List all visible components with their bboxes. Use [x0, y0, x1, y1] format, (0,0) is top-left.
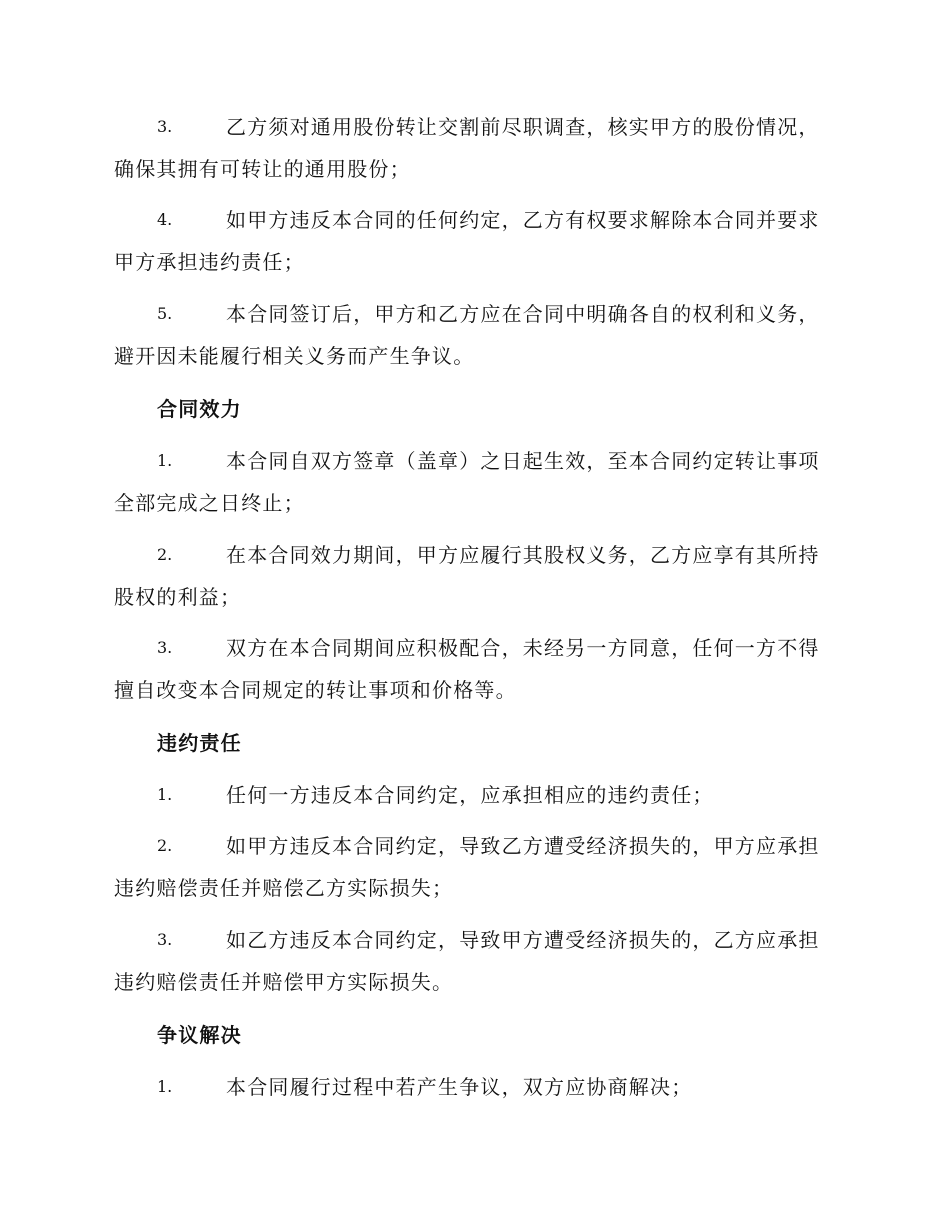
clause-text: 如甲方违反本合同的任何约定，乙方有权要求解除本合同并要求甲方承担违约责任； [114, 208, 820, 274]
clause-number: 5. [157, 304, 173, 323]
clause-item [114, 440, 834, 524]
clause-text: 如乙方违反本合同约定，导致甲方遭受经济损失的，乙方应承担违约赔偿责任并赔偿甲方实际损失。 [114, 928, 820, 994]
clause-text: 在本合同效力期间，甲方应履行其股权义务，乙方应享有其所持股权的利益； [114, 543, 820, 609]
section-heading-effect: 合同效力 [157, 397, 242, 421]
clause-text: 双方在本合同期间应积极配合，未经另一方同意，任何一方不得擅自改变本合同规定的转让事项和价格等。 [114, 636, 820, 702]
clause-number: 2. [157, 545, 173, 564]
section-heading-dispute: 争议解决 [157, 1023, 242, 1047]
clause-text: 任何一方违反本合同约定，应承担相应的违约责任； [226, 783, 714, 807]
clause-item [114, 293, 834, 377]
clause-number: 1. [157, 785, 173, 804]
clause-item [114, 1066, 834, 1108]
clause-number: 1. [157, 451, 173, 470]
clause-item [114, 534, 834, 618]
clause-text: 乙方须对通用股份转让交割前尽职调查，核实甲方的股份情况，确保其拥有可转让的通用股份； [114, 115, 820, 181]
clause-text: 本合同履行过程中若产生争议，双方应协商解决； [226, 1075, 693, 1099]
clause-number: 4. [157, 210, 173, 229]
clause-item [114, 627, 834, 711]
clause-item [114, 825, 834, 909]
clause-text: 本合同自双方签章（盖章）之日起生效，至本合同约定转让事项全部完成之日终止； [114, 449, 820, 515]
clause-number: 3. [157, 117, 173, 136]
clause-text: 如甲方违反本合同约定，导致乙方遭受经济损失的，甲方应承担违约赔偿责任并赔偿乙方实际损失； [114, 834, 820, 900]
clause-number: 3. [157, 930, 173, 949]
clause-number: 1. [157, 1077, 173, 1096]
section-heading-liability: 违约责任 [157, 731, 242, 755]
clause-item [114, 106, 834, 190]
clause-item [114, 199, 834, 283]
clause-number: 3. [157, 638, 173, 657]
clause-item [114, 919, 834, 1003]
clause-text: 本合同签订后，甲方和乙方应在合同中明确各自的权利和义务，避开因未能履行相关义务而产生争议。 [114, 302, 820, 368]
clause-number: 2. [157, 836, 173, 855]
clause-item [114, 774, 834, 816]
